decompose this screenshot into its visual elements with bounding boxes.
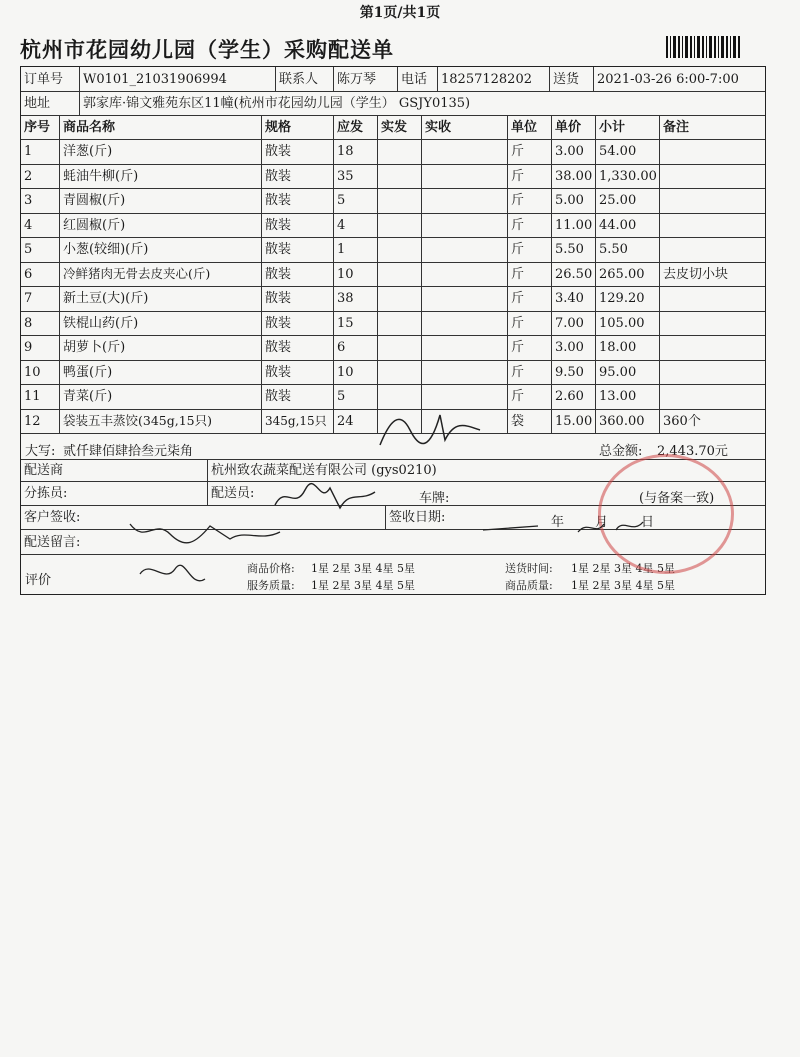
item-subtotal: 1,330.00 xyxy=(595,165,659,189)
item-unit: 斤 xyxy=(507,165,551,189)
item-note xyxy=(659,238,767,262)
sign-date-label: 签收日期: xyxy=(389,510,446,525)
item-actual xyxy=(377,287,421,311)
item-note xyxy=(659,140,767,164)
item-spec: 散装 xyxy=(261,361,333,385)
item-name: 鸭蛋(斤) xyxy=(59,361,261,385)
item-qty: 5 xyxy=(333,385,377,409)
month-label: 月 xyxy=(595,515,609,530)
item-subtotal: 129.20 xyxy=(595,287,659,311)
item-received xyxy=(421,165,507,189)
item-spec: 散装 xyxy=(261,336,333,360)
item-qty: 1 xyxy=(333,238,377,262)
contact-name: 陈万琴 xyxy=(333,67,397,91)
address-label: 地址 xyxy=(24,96,51,111)
item-name: 洋葱(斤) xyxy=(59,140,261,164)
item-spec: 345g,15只 xyxy=(261,410,333,434)
delivery-time: 2021-03-26 6:00-7:00 xyxy=(593,67,767,91)
supplier-label: 配送商 xyxy=(24,463,64,478)
item-no: 3 xyxy=(24,193,33,209)
rating-label: 送货时间: xyxy=(505,562,553,575)
item-unit: 斤 xyxy=(507,385,551,409)
evaluation-label: 评价 xyxy=(25,573,52,588)
address: 郭家库·锦文雅苑东区11幢(杭州市花园幼儿园（学生） GSJY0135) xyxy=(79,92,767,115)
item-note xyxy=(659,165,767,189)
item-price: 3.00 xyxy=(551,336,595,360)
item-subtotal: 105.00 xyxy=(595,312,659,336)
order-no-label: 订单号 xyxy=(24,71,64,87)
document-title: 杭州市花园幼儿园（学生）采购配送单 xyxy=(20,37,394,62)
item-name: 小葱(较细)(斤) xyxy=(59,238,261,262)
plate-label: 车牌: xyxy=(419,491,450,506)
item-subtotal: 18.00 xyxy=(595,336,659,360)
table-row xyxy=(21,164,765,189)
item-subtotal: 95.00 xyxy=(595,361,659,385)
table-row xyxy=(21,188,765,213)
item-received xyxy=(421,189,507,213)
item-price: 26.50 xyxy=(551,263,595,287)
sign-label: 客户签收: xyxy=(24,510,81,525)
item-qty: 38 xyxy=(333,287,377,311)
table-row xyxy=(21,213,765,238)
item-note xyxy=(659,189,767,213)
item-spec: 散装 xyxy=(261,238,333,262)
year-label: 年 xyxy=(551,515,565,530)
item-unit: 斤 xyxy=(507,238,551,262)
driver-signature-icon xyxy=(270,480,380,515)
item-name: 青圆椒(斤) xyxy=(59,189,261,213)
item-actual xyxy=(377,140,421,164)
item-name: 冷鲜猪肉无骨去皮夹心(斤) xyxy=(59,263,261,287)
item-actual xyxy=(377,165,421,189)
upper-label: 大写: xyxy=(25,444,56,459)
rating-stars[interactable]: 1星 2星 3星 4星 5星 xyxy=(571,579,675,592)
item-received xyxy=(421,263,507,287)
item-qty: 5 xyxy=(333,189,377,213)
item-subtotal: 5.50 xyxy=(595,238,659,262)
item-price: 3.00 xyxy=(551,140,595,164)
item-spec: 散装 xyxy=(261,312,333,336)
table-header xyxy=(21,115,765,139)
item-actual xyxy=(377,312,421,336)
item-no: 6 xyxy=(24,266,33,282)
col-no: 序号 xyxy=(24,120,51,135)
item-price: 11.00 xyxy=(551,214,595,238)
col-qty: 应发 xyxy=(333,116,377,139)
date-handwriting-icon xyxy=(478,512,648,540)
item-no: 9 xyxy=(24,340,33,356)
item-received xyxy=(421,336,507,360)
col-actual: 实发 xyxy=(377,116,421,139)
item-unit: 斤 xyxy=(507,140,551,164)
item-unit: 斤 xyxy=(507,263,551,287)
rating-label: 服务质量: xyxy=(247,579,295,592)
item-qty: 35 xyxy=(333,165,377,189)
barcode xyxy=(666,36,740,58)
item-price: 9.50 xyxy=(551,361,595,385)
item-qty: 6 xyxy=(333,336,377,360)
item-spec: 散装 xyxy=(261,140,333,164)
order-info-row xyxy=(21,67,765,91)
rating-stars[interactable]: 1星 2星 3星 4星 5星 xyxy=(571,562,675,575)
item-subtotal: 265.00 xyxy=(595,263,659,287)
item-subtotal: 25.00 xyxy=(595,189,659,213)
item-note xyxy=(659,361,767,385)
col-subtotal: 小计 xyxy=(595,116,659,139)
col-note: 备注 xyxy=(659,116,767,139)
table-row xyxy=(21,286,765,311)
item-no: 10 xyxy=(24,364,41,380)
phone-label: 电话 xyxy=(397,67,437,91)
item-note xyxy=(659,287,767,311)
item-price: 15.00 xyxy=(551,410,595,434)
item-qty: 4 xyxy=(333,214,377,238)
item-subtotal: 13.00 xyxy=(595,385,659,409)
total-amount: 2,443.70元 xyxy=(657,444,728,459)
rating-label: 商品质量: xyxy=(505,579,553,592)
item-spec: 散装 xyxy=(261,165,333,189)
driver-label: 配送员: xyxy=(211,486,255,501)
customer-signature-icon xyxy=(120,514,290,604)
item-unit: 袋 xyxy=(507,410,551,434)
table-row xyxy=(21,335,765,360)
col-unit: 单位 xyxy=(507,116,551,139)
col-price: 单价 xyxy=(551,116,595,139)
phone-number: 18257128202 xyxy=(437,67,549,91)
item-no: 12 xyxy=(24,413,41,429)
item-received xyxy=(421,287,507,311)
total-in-words: 贰仟肆佰肆拾叁元柒角 xyxy=(63,444,194,459)
item-unit: 斤 xyxy=(507,189,551,213)
plate-note: (与备案一致) xyxy=(639,491,715,506)
item-spec: 散装 xyxy=(261,189,333,213)
item-price: 5.00 xyxy=(551,189,595,213)
table-row xyxy=(21,262,765,287)
item-name: 青菜(斤) xyxy=(59,385,261,409)
item-note xyxy=(659,312,767,336)
item-actual xyxy=(377,189,421,213)
item-spec: 散装 xyxy=(261,263,333,287)
rating-stars[interactable]: 1星 2星 3星 4星 5星 xyxy=(311,562,415,575)
item-name: 蚝油牛柳(斤) xyxy=(59,165,261,189)
item-spec: 散装 xyxy=(261,287,333,311)
item-no: 8 xyxy=(24,315,33,331)
item-name: 红圆椒(斤) xyxy=(59,214,261,238)
item-no: 5 xyxy=(24,242,33,258)
item-spec: 散装 xyxy=(261,214,333,238)
item-unit: 斤 xyxy=(507,361,551,385)
item-name: 铁棍山药(斤) xyxy=(59,312,261,336)
address-row xyxy=(21,91,765,115)
col-name: 商品名称 xyxy=(59,116,261,139)
item-no: 4 xyxy=(24,217,33,233)
item-name: 袋装五丰蒸饺(345g,15只) xyxy=(59,410,261,434)
item-actual xyxy=(377,263,421,287)
total-label: 总金额: xyxy=(599,444,643,459)
message-label: 配送留言: xyxy=(24,534,81,550)
item-qty: 10 xyxy=(333,361,377,385)
item-note: 360个 xyxy=(659,410,767,434)
item-no: 1 xyxy=(24,144,33,160)
item-qty: 18 xyxy=(333,140,377,164)
rating-stars[interactable]: 1星 2星 3星 4星 5星 xyxy=(311,579,415,592)
item-subtotal: 44.00 xyxy=(595,214,659,238)
item-actual xyxy=(377,214,421,238)
item-received xyxy=(421,238,507,262)
item-no: 11 xyxy=(24,389,41,405)
item-no: 2 xyxy=(24,168,33,184)
item-name: 胡萝卜(斤) xyxy=(59,336,261,360)
item-received xyxy=(421,312,507,336)
item-actual xyxy=(377,361,421,385)
item-actual xyxy=(377,238,421,262)
table-row xyxy=(21,139,765,164)
signature-scribble-icon xyxy=(370,400,490,460)
rating-label: 商品价格: xyxy=(247,562,295,575)
item-price: 5.50 xyxy=(551,238,595,262)
item-subtotal: 360.00 xyxy=(595,410,659,434)
col-spec: 规格 xyxy=(261,116,333,139)
col-received: 实收 xyxy=(421,116,507,139)
item-price: 3.40 xyxy=(551,287,595,311)
page-indicator: 第1页/共1页 xyxy=(359,5,441,21)
item-price: 2.60 xyxy=(551,385,595,409)
order-no: W0101_21031906994 xyxy=(79,67,275,91)
item-spec: 散装 xyxy=(261,385,333,409)
item-unit: 斤 xyxy=(507,214,551,238)
item-subtotal: 54.00 xyxy=(595,140,659,164)
item-note: 去皮切小块 xyxy=(659,263,767,287)
item-received xyxy=(421,361,507,385)
day-label: 日 xyxy=(641,515,655,530)
item-note xyxy=(659,214,767,238)
item-actual xyxy=(377,336,421,360)
item-qty: 24 xyxy=(333,410,377,434)
delivery-label: 送货 xyxy=(549,67,593,91)
item-unit: 斤 xyxy=(507,336,551,360)
item-unit: 斤 xyxy=(507,312,551,336)
table-row xyxy=(21,237,765,262)
table-row xyxy=(21,311,765,336)
item-received xyxy=(421,140,507,164)
item-price: 38.00 xyxy=(551,165,595,189)
item-price: 7.00 xyxy=(551,312,595,336)
item-no: 7 xyxy=(24,291,33,307)
item-qty: 15 xyxy=(333,312,377,336)
item-qty: 10 xyxy=(333,263,377,287)
item-note xyxy=(659,385,767,409)
picker-label: 分拣员: xyxy=(24,486,68,501)
table-row xyxy=(21,360,765,385)
item-unit: 斤 xyxy=(507,287,551,311)
supplier-name: 杭州致农蔬菜配送有限公司 (gys0210) xyxy=(207,460,767,481)
item-received xyxy=(421,214,507,238)
contact-label: 联系人 xyxy=(275,67,333,91)
item-note xyxy=(659,336,767,360)
item-name: 新土豆(大)(斤) xyxy=(59,287,261,311)
